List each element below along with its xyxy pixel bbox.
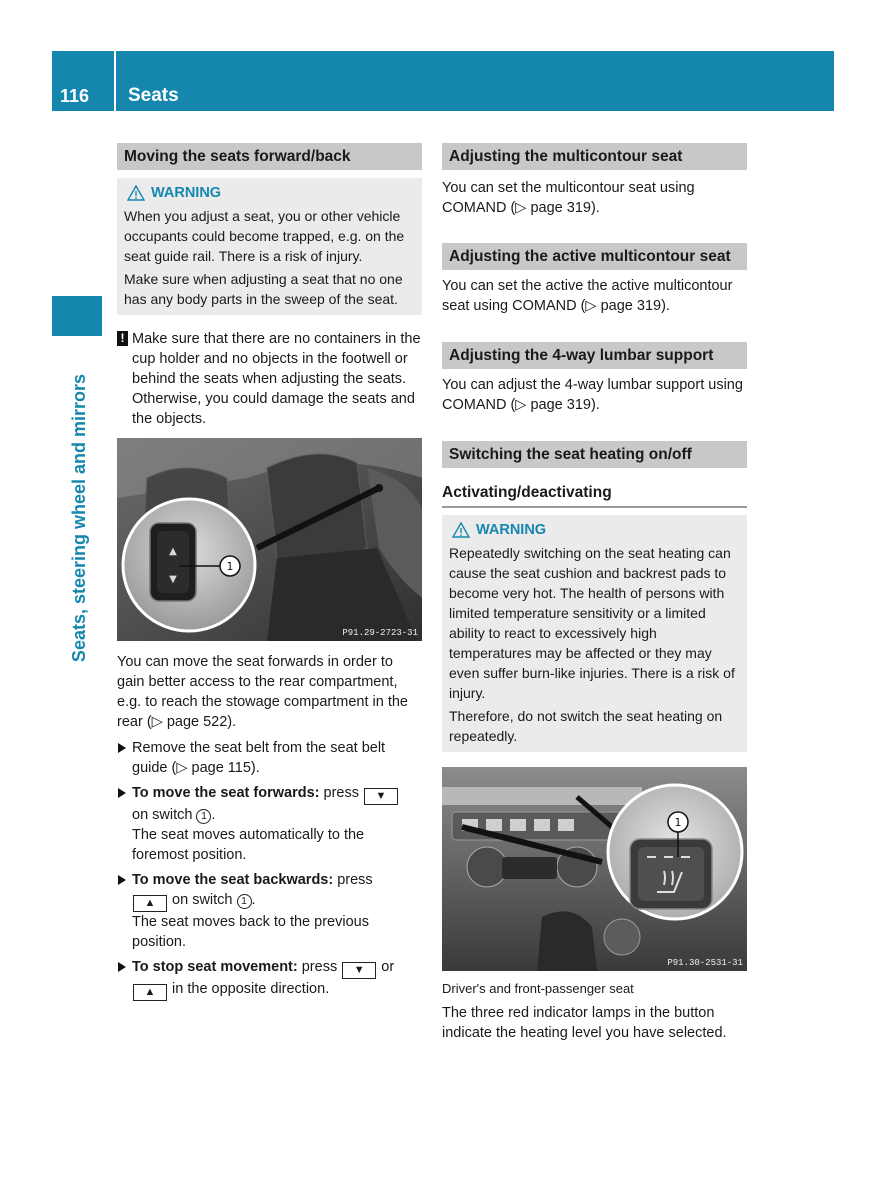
- lumbar-text: You can adjust the 4-way lumbar support using COMAND (▷ page 319).: [442, 377, 743, 413]
- step-text: press: [337, 872, 373, 888]
- step-move-backwards: [117, 870, 422, 952]
- exclamation-icon: !: [117, 331, 128, 346]
- warning-box-seat-heating: [442, 515, 747, 752]
- up-key: ▲: [133, 984, 167, 1001]
- callout-1: 1: [674, 816, 682, 829]
- step-remove-belt: [117, 738, 422, 778]
- active-multicontour-text: You can set the active the active multicontour seat using COMAND (▷ page 319).: [442, 278, 733, 314]
- section-title-lumbar: Adjusting the 4-way lumbar support: [442, 342, 747, 369]
- callout-ref: 1: [237, 894, 252, 909]
- property-damage-note: [117, 329, 422, 429]
- seat-heating-illustration: [442, 767, 747, 971]
- photo-code: P91.30-2531-31: [667, 958, 743, 968]
- intro-paragraph: You can move the seat forwards in order to gain better access to the rear compartment, e.g. to reach the stowage compartment in the rear (▷ page 522).: [117, 654, 408, 730]
- section-title-multicontour: Adjusting the multicontour seat: [442, 143, 747, 170]
- page-number-box: [52, 51, 116, 111]
- down-key: ▼: [364, 788, 398, 805]
- section-title-seat-heating: Switching the seat heating on/off: [442, 441, 747, 468]
- step-result: The seat moves back to the previous position.: [132, 914, 369, 950]
- warning-triangle-icon: [452, 522, 470, 538]
- warning-box-seat-adjust: [117, 178, 422, 315]
- step-bold: To move the seat forwards:: [132, 785, 320, 801]
- warning-text-1: When you adjust a seat, you or other vehicle occupants could become trapped, e.g. on the seat guide rail. There is a risk of injury.: [124, 208, 405, 264]
- left-column: [117, 143, 422, 1001]
- side-chapter-label: Seats, steering wheel and mirrors: [69, 373, 89, 663]
- step-move-forwards: [117, 783, 422, 865]
- step-text: press: [323, 785, 359, 801]
- step-text: on switch: [132, 807, 193, 823]
- step-text: Remove the seat belt from the seat belt guide (▷ page 115).: [132, 740, 386, 776]
- warning-label: WARNING: [151, 185, 222, 201]
- step-stop-movement: [117, 957, 422, 1001]
- switch-up-arrow: ▲: [169, 546, 177, 557]
- callout-1: 1: [226, 560, 234, 573]
- up-key: ▲: [133, 895, 167, 912]
- switch-down-arrow: ▼: [169, 574, 177, 585]
- step-punct: .: [211, 807, 216, 823]
- photo-caption: Driver's and front-passenger seat: [442, 981, 634, 996]
- step-text: in the opposite direction.: [172, 981, 330, 997]
- warning-text-2: Make sure when adjusting a seat that no one has any body parts in the sweep of the seat.: [124, 271, 403, 307]
- warning-text-1: Repeatedly switching on the seat heating can cause the seat cushion and backrest pads to become very hot. The health of persons with limited temperature sensitivity or a limited ability to react to excessively high temperatures may be affected or they may even suffer burn-like injuries. There is a risk of injury.: [449, 545, 735, 701]
- chapter-title: Seats: [128, 85, 179, 106]
- warning-triangle-icon: [127, 185, 145, 201]
- subheading-activating: Activating/deactivating: [442, 480, 747, 508]
- warning-label: WARNING: [476, 522, 547, 538]
- seat-switch-illustration: [117, 438, 422, 641]
- seat-switch-photo: [117, 438, 422, 641]
- step-result: The seat moves automatically to the foremost position.: [132, 827, 365, 863]
- section-title-active-multicontour: Adjusting the active multicontour seat: [442, 243, 747, 270]
- photo-code: P91.29-2723-31: [342, 628, 418, 638]
- warning-heading: [127, 183, 415, 203]
- section-title-moving-seats: Moving the seats forward/back: [117, 143, 422, 170]
- seat-heating-photo: [442, 767, 747, 971]
- step-text: or: [381, 959, 395, 975]
- warning-heading: [452, 520, 740, 540]
- note-text: Make sure that there are no containers in the cup holder and no objects in the footwell or behind the seats when adjusting the seats. Otherwise, you could damage the seats and the objects.: [132, 331, 421, 427]
- multicontour-text: You can set the multicontour seat using COMAND (▷ page 319).: [442, 180, 695, 216]
- step-bold: To stop seat movement:: [132, 959, 298, 975]
- page-number: 116: [60, 86, 90, 106]
- step-bold: To move the seat backwards:: [132, 872, 334, 888]
- step-text: press: [301, 959, 338, 975]
- right-column: [442, 143, 747, 1043]
- warning-text-2: Therefore, do not switch the seat heating on repeatedly.: [449, 708, 723, 744]
- step-punct: .: [251, 892, 256, 908]
- down-key: ▼: [342, 962, 376, 979]
- callout-ref: 1: [196, 809, 211, 824]
- closing-paragraph: The three red indicator lamps in the button indicate the heating level you have selected.: [442, 1005, 727, 1041]
- page-header: [52, 51, 834, 111]
- step-text: on switch: [172, 892, 233, 908]
